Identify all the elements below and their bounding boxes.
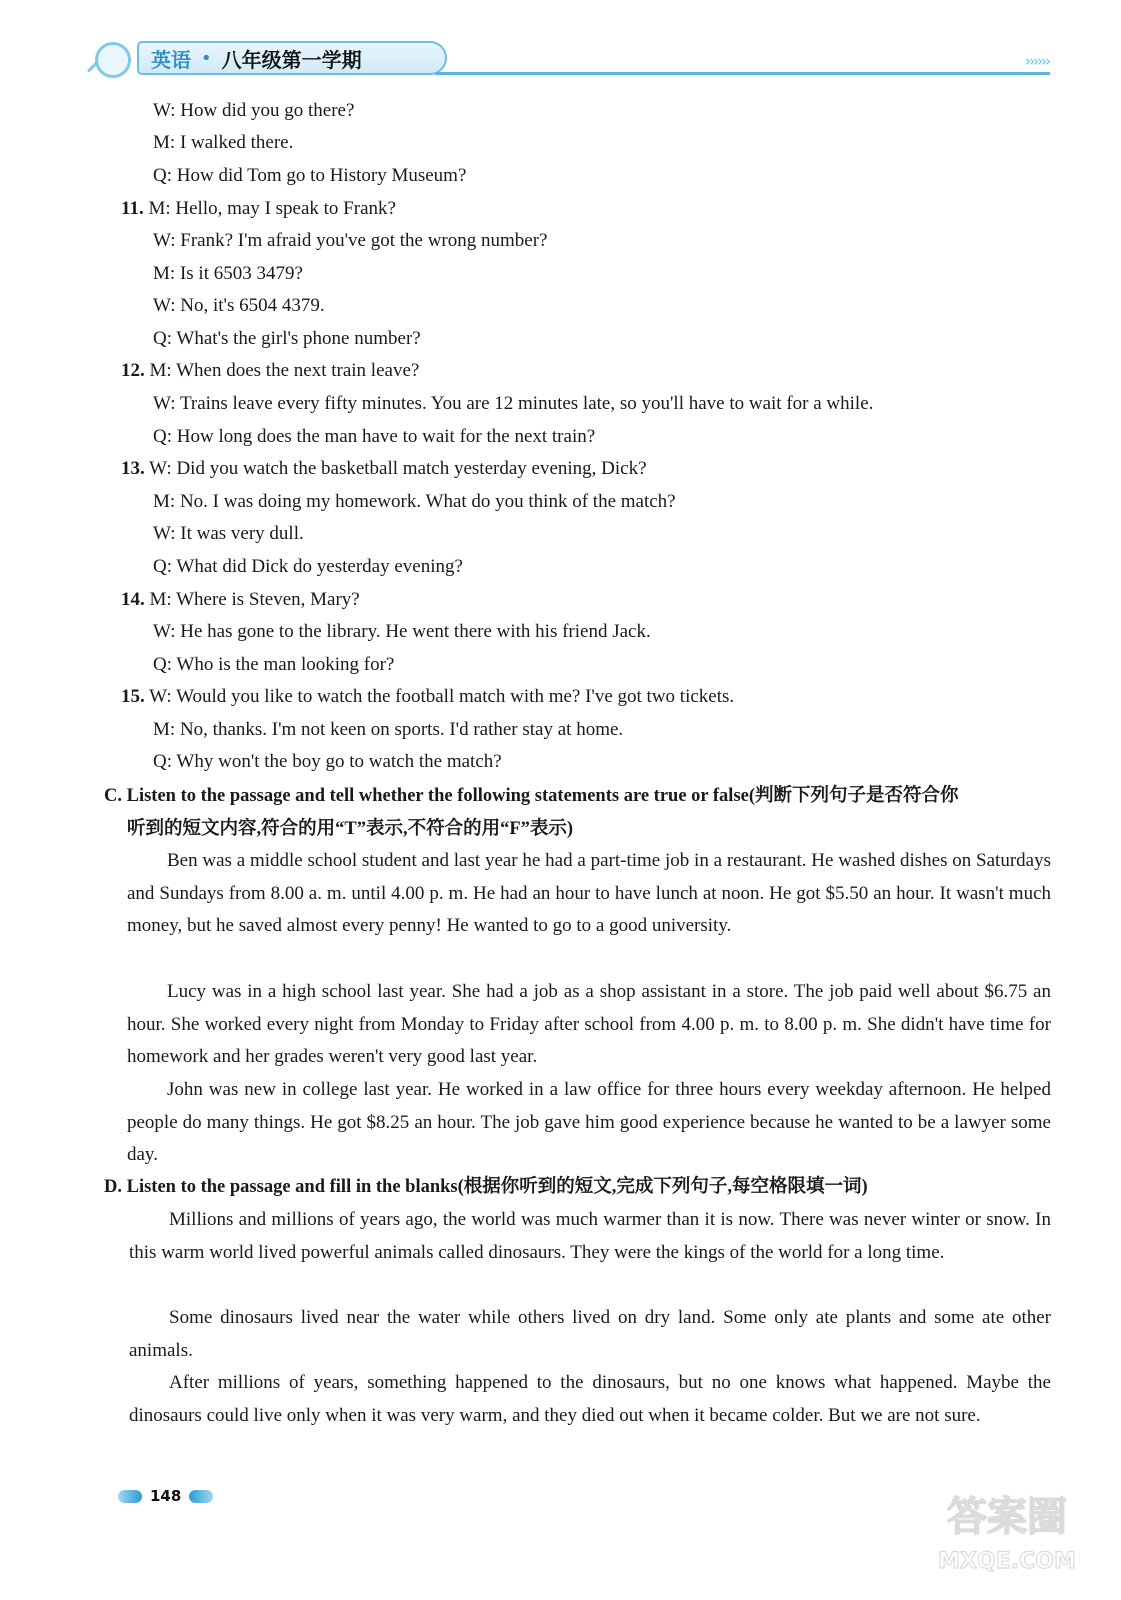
header-tab (137, 41, 447, 75)
section-c-heading: C. Listen to the passage and tell whether the following statements are true or false(判断下列句子是否符合你 (104, 786, 959, 806)
page-header (95, 38, 1055, 80)
dialogue-line: W: Frank? I'm afraid you've got the wrong number? (153, 230, 548, 251)
dialogue-line: M: No, thanks. I'm not keen on sports. I'd rather stay at home. (153, 719, 624, 740)
passage-paragraph: John was new in college last year. He worked in a law office for three hours every weekday afternoon. He helped people do many things. He got $8.25 an hour. The job gave him good experience because he wanted to be a lawyer some day. (127, 1079, 1051, 1166)
watermark-text: 答案圈 (947, 1494, 1067, 1540)
dialogue-line: 11. M: Hello, may I speak to Frank? (121, 198, 396, 219)
passage-paragraph: After millions of years, something happened to the dinosaurs, but no one knows what happened. Maybe the dinosaurs could live only when it was very warm, and they died out when it became colder. But we are not sure. (129, 1372, 1051, 1426)
item-number: 11. (121, 198, 144, 219)
dialogue-line: 15. W: Would you like to watch the football match with me? I've got two tickets. (121, 686, 735, 707)
section-d-heading: D. Listen to the passage and fill in the blanks(根据你听到的短文,完成下列句子,每空格限填一词) (104, 1177, 868, 1197)
watermark-url: MXQE.COM (938, 1549, 1076, 1574)
subject-label: 英语 (151, 47, 191, 72)
dialogue-line: M: I walked there. (153, 132, 294, 153)
dialogue-line: Q: How did Tom go to History Museum? (153, 165, 467, 186)
page-footer (118, 1484, 213, 1508)
dialogue-line: 14. M: Where is Steven, Mary? (121, 589, 360, 610)
dialogue-line: Q: How long does the man have to wait for the next train? (153, 426, 596, 447)
magnifier-icon (95, 42, 131, 78)
dialogue-line: W: Trains leave every fifty minutes. You are 12 minutes late, so you'll have to wait for a while. (153, 393, 874, 414)
header-rule (435, 72, 1050, 75)
separator-dot: • (201, 47, 212, 69)
pill-right-icon (189, 1490, 213, 1503)
passage-paragraph: Some dinosaurs lived near the water while others lived on dry land. Some only ate plants and some ate other animals. (129, 1307, 1051, 1361)
dialogue-line: W: No, it's 6504 4379. (153, 295, 325, 316)
page-number: 148 (150, 1487, 182, 1505)
watermark-logo (927, 1480, 1087, 1580)
passage-paragraph: Millions and millions of years ago, the world was much warmer than it is now. There was never winter or snow. In this warm world lived powerful animals called dinosaurs. They were the kings of the world for a long time. (129, 1209, 1051, 1263)
dialogue-line: M: No. I was doing my homework. What do you think of the match? (153, 491, 676, 512)
dialogue-line: W: How did you go there? (153, 100, 355, 121)
dialogue-line: 13. W: Did you watch the basketball match yesterday evening, Dick? (121, 458, 647, 479)
item-number: 15. (121, 686, 145, 707)
dialogue-line: W: It was very dull. (153, 523, 304, 544)
item-number: 13. (121, 458, 145, 479)
dialogue-line: M: Is it 6503 3479? (153, 263, 303, 284)
grade-label: 八年级第一学期 (221, 47, 362, 72)
dialogue-line: 12. M: When does the next train leave? (121, 360, 420, 381)
dialogue-line: Q: Why won't the boy go to watch the match? (153, 751, 502, 772)
dialogue-line: Q: Who is the man looking for? (153, 654, 395, 675)
dialogue-line: Q: What did Dick do yesterday evening? (153, 556, 463, 577)
item-number: 14. (121, 589, 145, 610)
chevrons-icon: ›››››› (1025, 52, 1049, 70)
dialogue-line: W: He has gone to the library. He went there with his friend Jack. (153, 621, 651, 642)
dialogue-line: Q: What's the girl's phone number? (153, 328, 421, 349)
section-c-heading-cont: 听到的短文内容,符合的用“T”表示,不符合的用“F”表示) (127, 819, 574, 839)
item-number: 12. (121, 360, 145, 381)
pill-left-icon (118, 1490, 142, 1503)
passage-paragraph: Lucy was in a high school last year. She had a job as a shop assistant in a store. The job paid well about $6.75 an hour. She worked every night from Monday to Friday after school from 4.00 p. m. to 8.00 p. m. She didn't have time for homework and her grades weren't very good last year. (127, 981, 1051, 1068)
passage-paragraph: Ben was a middle school student and last year he had a part-time job in a restaurant. He washed dishes on Saturdays and Sundays from 8.00 a. m. until 4.00 p. m. He had an hour to have lunch at noon. He got $5.50 an hour. It wasn't much money, but he saved almost every penny! He wanted to go to a good university. (127, 850, 1051, 937)
